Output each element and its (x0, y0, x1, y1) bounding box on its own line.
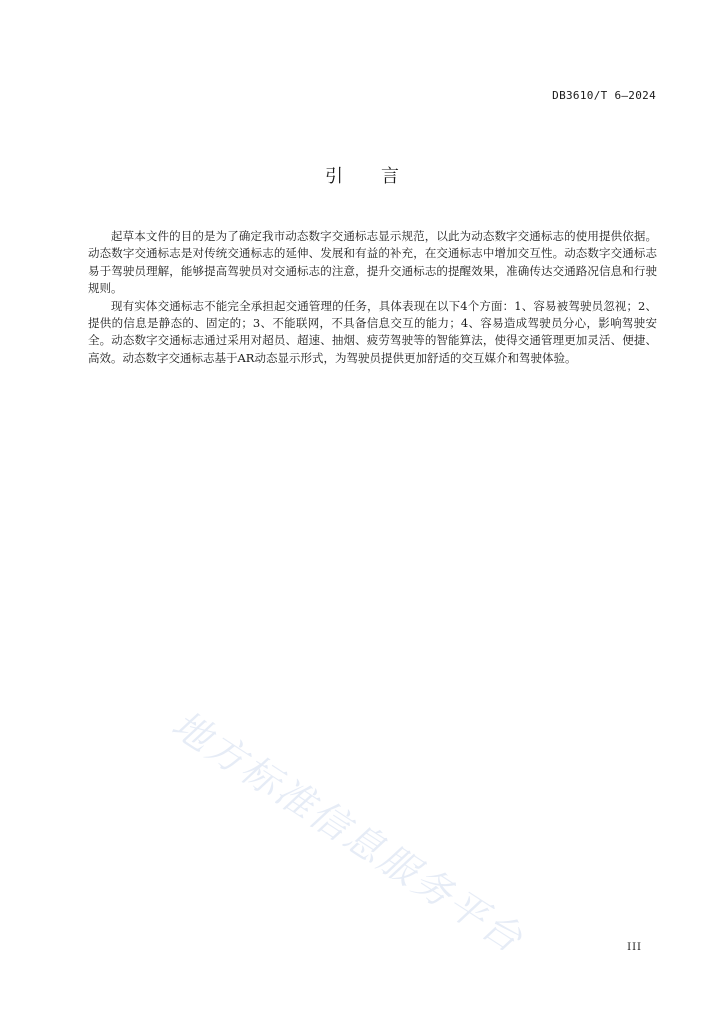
document-code: DB3610/T 6—2024 (552, 89, 656, 102)
watermark: 地方标准信息服务平台 (164, 701, 532, 963)
paragraph: 起草本文件的目的是为了确定我市动态数字交通标志显示规范，以此为动态数字交通标志的使用提供依据。动态数字交通标志是对传统交通标志的延伸、发展和有益的补充，在交通标志中增加交互性。动态数字交通标志易于驾驶员理解，能够提高驾驶员对交通标志的注意，提升交通标志的提醒效果，准确传达交通路况信息和行驶规则。 (88, 229, 657, 296)
body-text (88, 228, 657, 367)
paragraph: 现有实体交通标志不能完全承担起交通管理的任务，具体表现在以下4个方面：1、容易被驾驶员忽视；2、提供的信息是静态的、固定的；3、不能联网，不具备信息交互的能力；4、容易造成驾驶员分心，影响驾驶安全。动态数字交通标志通过采用对超员、超速、抽烟、疲劳驾驶等的智能算法，使得交通管理更加灵活、便捷、高效。动态数字交通标志基于AR动态显示形式，为驾驶员提供更加舒适的交互媒介和驾驶体验。 (88, 298, 657, 365)
section-title: 引言 (325, 166, 437, 187)
page-number: III (627, 942, 642, 953)
